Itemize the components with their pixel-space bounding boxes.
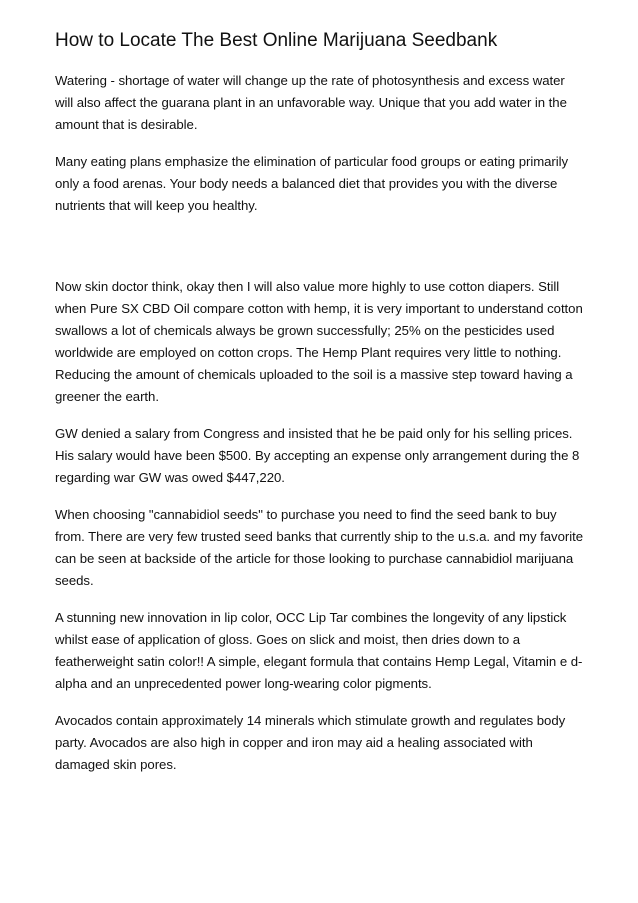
document-title: How to Locate The Best Online Marijuana Seedbank: [55, 30, 498, 51]
paragraph-lip-color: A stunning new innovation in lip color, OCC Lip Tar combines the longevity of any lipstick whilst ease of application of gloss. Goes on slick and moist, then dries down to a featherweight satin color!! A simple, elegant formula that contains Hemp Legal, Vitamin e d-alpha and an unprecedented power long-wearing color pigments.: [55, 610, 583, 691]
paragraph-eating-plans: Many eating plans emphasize the elimination of particular food groups or eating primarily only a food arenas. Your body needs a balanced diet that provides you with the diverse nutrients that will keep you healthy.: [55, 154, 569, 213]
paragraph-avocados: Avocados contain approximately 14 minerals which stimulate growth and regulates body party. Avocados are also high in copper and iron may aid a healing associated with damaged skin pores.: [55, 713, 566, 772]
paragraph-cotton-hemp: Now skin doctor think, okay then I will also value more highly to use cotton diapers. Still when Pure SX CBD Oil compare cotton with hemp, it is very important to understand cotton swallows a lot of chemicals always be grown successfully; 25% on the pesticides used worldwide are employed on cotton crops. The Hemp Plant requires very little to nothing. Reducing the amount of chemicals uploaded to the soil is a massive step toward having a greener the earth.: [55, 279, 583, 404]
paragraph-watering: Watering - shortage of water will change up the rate of photosynthesis and excess water will also affect the guarana plant in an unfavorable way. Unique that you add water in the amount that is desirable.: [55, 73, 567, 132]
paragraph-cannabidiol-seeds: When choosing "cannabidiol seeds" to purchase you need to find the seed bank to buy from. There are very few trusted seed banks that currently ship to the u.s.a. and my favorite can be seen at backside of the article for those looking to purchase cannabidiol marijuana seeds.: [55, 507, 583, 588]
paragraph-gw-salary: GW denied a salary from Congress and insisted that he be paid only for his selling prices. His salary would have been $500. By accepting an expense only arrangement during the 8 regarding war GW was owed $447,220.: [55, 426, 580, 485]
document-page: [55, 28, 585, 791]
